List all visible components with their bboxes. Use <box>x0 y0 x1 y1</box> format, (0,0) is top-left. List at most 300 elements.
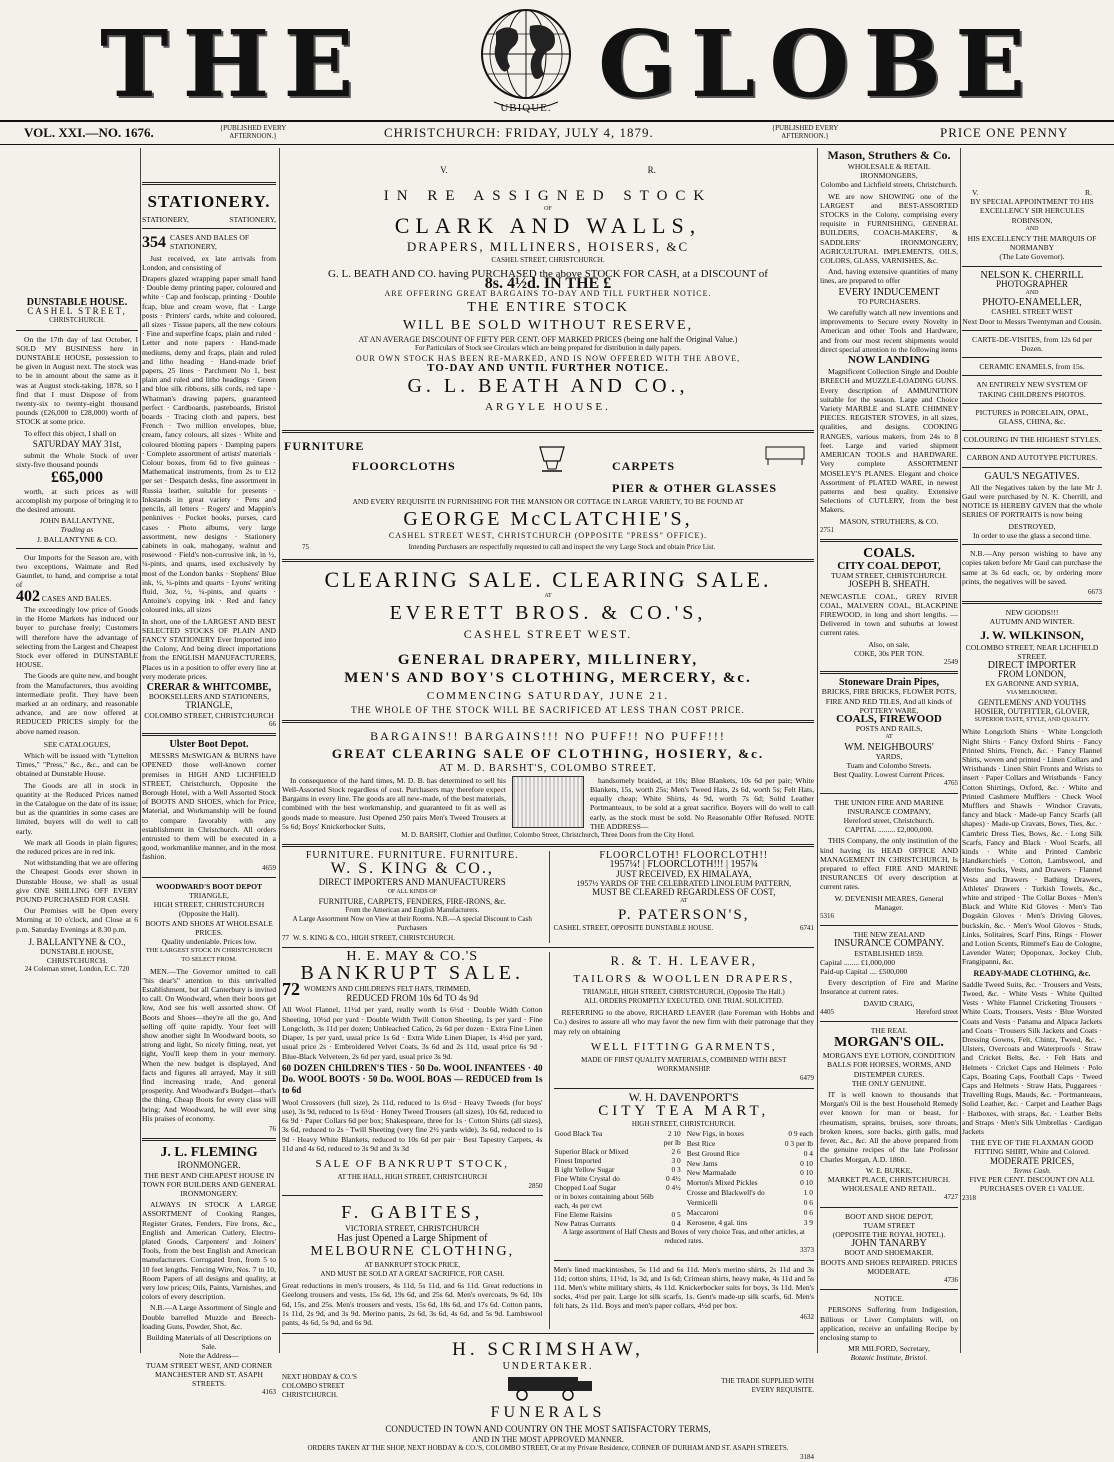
ad-line: THE WHOLE OF THE STOCK WILL BE SACRIFICED AT LESS THAN COST PRICE. <box>351 704 745 715</box>
ad-line: A Large Assortment Now on View at their Rooms. N.B.—A special Discount to Cash Purchasers <box>292 915 532 933</box>
item-name: New Patras Currants <box>554 1218 616 1228</box>
ad-line: COMMENCING SATURDAY, JUNE 21. <box>426 689 670 702</box>
ad-line: AT <box>885 734 893 741</box>
column-photographer-outfitter <box>962 148 1102 1353</box>
ad-number: 6741 <box>800 924 814 933</box>
price-row <box>554 1147 682 1156</box>
ad-paragraph: handsomely braided, at 10s; Blue Blankets, 10s 6d per pair; White Blankets, 15s, worth 25s; Men's Tweed Hats, 2s 6d, worth 5s; Felt Hats, equally cheap; White Shirts, 4s 9d, worth 7s 6d; Solid Leather Portmanteaux, to be sold at a great sacrifice. Boyers will do well to call early, as the stock must be sold. No Reasonable Offer Refused. NOTE THE ADDRESS— <box>590 775 814 831</box>
sub-right: STATIONERY, <box>229 215 276 224</box>
ad-line: MEN'S AND BOY'S CLOTHING, MERCERY, &c. <box>344 669 752 686</box>
ad-line: W. S. KING & CO., HIGH STREET, CHRISTCHURCH. <box>293 933 455 942</box>
ad-line: HIS EXCELLENCY THE MARQUIS OF NORMANBY <box>967 234 1097 253</box>
ad-line: In order to use the glass a second time. <box>973 530 1091 540</box>
item-name: Crosse and Blackwell's do <box>686 1188 765 1198</box>
item-price: 0 10 <box>800 1178 813 1188</box>
ad-line: AND <box>1025 225 1039 232</box>
ad-line: COLOURING IN THE HIGHEST STYLES. <box>963 435 1101 445</box>
ad-line: COKE, 30s PER TON. <box>854 648 924 658</box>
column-ironmongers <box>820 148 958 1363</box>
price-list: Men's lined mackintoshes, 5s 11d and 6s 11d. Men's merino shirts, 2s 11d and 3s 11d; cotton shirts, 11½d, 1s 3d, and 1s 6d; Crimean shirts, heavy make, 4s 11d and 5s 11d. Men's white military shirts, 4s 11d. Knickerbocker suits for boys, 3s 11d. Men's socks, 4½d per pair. Large lot silk scarfs, 1s. Gent's made-up silk scarfs, 6d. Men's felt hats, 2s 11d. Boys and men's paper collars, 4½d per box. <box>553 1264 814 1311</box>
ad-line: 1957¼! | FLOORCLOTH!!! | 1957¾ <box>609 859 758 871</box>
ad-line: TUAM STREET WEST, AND CORNER MANCHESTER AND ST. ASAPH STREETS. <box>145 1360 273 1388</box>
item-name: Best Rice <box>686 1138 716 1148</box>
ad-paragraph: All the Negatives taken by the late Mr J. Gaul were purchased by N. K. Cherrill, and NOTICE IS HEREBY GIVEN that the whole SERIES OF PORTRAITS is now being <box>962 482 1102 520</box>
ad-line: BOOTS AND SHOES REPAIRED. PRICES MODERATE. <box>820 1257 958 1276</box>
ad-line: FROM LONDON, <box>997 669 1066 680</box>
globe-emblem <box>466 4 586 122</box>
ad-line: MUST BE CLEARED REGARDLESS OF COST, <box>592 887 776 898</box>
cases-label: CASES AND BALES. <box>41 593 112 603</box>
ad-line: PHOTOGRAPHER <box>996 278 1068 289</box>
cases-count: 354 <box>142 233 166 251</box>
dateline <box>0 120 1114 145</box>
footer-city: CHRISTCHURCH. <box>46 956 108 966</box>
column-rule <box>960 148 961 1353</box>
ad-line: DIRECT IMPORTER <box>987 659 1077 671</box>
firm-name: JOHN TANARBY <box>851 1238 927 1250</box>
firm-name: NELSON K. CHERRILL <box>980 269 1084 281</box>
ad-line: MR MILFORD, Secretary, <box>848 1344 930 1354</box>
ad-line: A large assortment of Half Chests and Boxes of very choice Teas, and other articles, at reduced rates. <box>562 1227 805 1246</box>
ad-line: READY-MADE CLOTHING, &c. <box>973 968 1091 978</box>
item-price: 0 4 <box>803 1148 813 1158</box>
ad-number: 5316 <box>820 912 834 921</box>
ad-line: WHOLESALE AND RETAIL. <box>841 1184 937 1194</box>
column-rule <box>279 148 280 1353</box>
ad-he-may <box>282 948 543 1329</box>
ad-line: PICTURES in PORCELAIN, OPAL, GLASS, CHINA, &c. <box>975 407 1089 427</box>
firm-name: CITY COAL DEPOT, <box>837 559 941 572</box>
row-king-paterson <box>282 851 814 943</box>
ad-line: AND <box>1025 290 1039 297</box>
price: PRICE ONE PENNY <box>940 125 1069 140</box>
firm-name: J. BALLANTYNE & CO. <box>37 534 117 544</box>
firm-name: R. & T. H. LEAVER, <box>610 952 757 968</box>
item-price: 0 4½ <box>665 1182 681 1192</box>
discount-rate: 8s. 4½d. IN THE £ <box>484 274 612 292</box>
item-name: Kerosene, 4 gal. tins <box>686 1217 748 1227</box>
firm-line: TRIANGLE, <box>185 700 233 711</box>
ad-heading: FLOORCLOTH! FLOORCLOTH!! <box>599 850 769 862</box>
price-list: Wool Crossovers (full size), 2s 11d, reduced to 1s 6½d · Heavy Tweeds (for boys' use), 3s 9d, reduced to 1s 6½d · Honey Tweed Trousers (all sizes), 10s 6d, reduced to 6s 9d · Paper Collars 6d per box; Shakespeare, three for 1s · Cotton Shirts (all sizes), 3s 6d, reduced to 2s · Twill Sheeting (very fine 2½ yards wide), 3s 6d, reduced to 1s 9d · Heavy White Blankets, reduced to 10s 6d per pair · Best Tapestry Carpets, 4s 11d and 4s 6d, reduced to 3s 9d and 3s 3d <box>282 1097 543 1153</box>
item-name: Fine White Crystal do <box>554 1173 620 1183</box>
ad-line: BRICKS, FIRE BRICKS, FLOWER POTS, FIRE AND RED TILES, And all kinds of POTTERY WARE, <box>821 687 957 715</box>
item-price: 0 10 <box>800 1168 813 1178</box>
firm-name: EVERETT BROS. & CO.'S, <box>389 601 707 624</box>
royal-r: R. <box>647 165 656 175</box>
ad-line: PIER & OTHER GLASSES <box>612 480 778 495</box>
ad-mcclatchie <box>282 437 814 555</box>
price-row <box>554 1174 682 1183</box>
ad-paragraph: MESSRS McSWIGAN & BURNS have OPENED those well-known corner premises in HIGH AND LICHFIELD STREET, Christchurch, Opposite the Borough Hotel, with a Well Assorted Stock of BOOTS AND SHOES, which for Price, Material, and Workmanship will be found to compare favorably with any establishment in Christchurch. All orders entrusted to them will be executed in a good, workmanlike manner, and in the most fashion. <box>142 751 276 862</box>
item-price: 0 9 each <box>788 1128 813 1138</box>
masthead-motto: UBIQUE. <box>500 102 552 114</box>
firm-name: H. SCRIMSHAW, <box>452 1339 644 1361</box>
ad-paragraph: Every description of Fire and Marine Insurance at current rates. <box>820 978 958 997</box>
ad-number: 4405 <box>820 1007 834 1016</box>
ad-line: CONDUCTED IN TOWN AND COUNTRY ON THE MOST SATISFACTORY TERMS, <box>385 1424 711 1435</box>
ad-line: THE REAL <box>870 1026 908 1036</box>
ad-line: VIA MELBOURNE. <box>1006 689 1058 696</box>
ad-line: DRAPERS, MILLINERS, HOISERS, &C <box>406 239 690 255</box>
ad-title: BANKRUPT SALE. <box>300 962 524 985</box>
ad-paragraph: The Goods are all in stock in quantity at the Reduced Prices named in the Catalogue on the date of its issue; but as the quantities in some cases are limited, buyers will do well to call early. <box>16 780 138 836</box>
ad-number: 2549 <box>944 657 958 666</box>
item-price <box>657 1192 682 1210</box>
ad-paragraph: Not withstanding that we are offering the Cheapest Goods ever shown in Dunstable House, we shall as usual give ONE SHILLING OFF EVERY POUND PURCHASED FOR CASH. <box>16 858 138 904</box>
ad-line: FURNITURE, CARPETS, FENDERS, FIRE-IRONS, &c. <box>318 896 506 906</box>
ad-line: Botanic Institute, Bristol. <box>850 1353 928 1363</box>
firm-name: P. PATERSON'S, <box>618 907 750 924</box>
ad-line: ORDERS TAKEN AT THE SHOP, NEXT HOBDAY & CO.'S, COLOMBO STREET, Or at my Private Residence, CORNER OF DURHAM AND ST. ASAPH STREETS. <box>307 1443 789 1452</box>
ad-paragraph: On the 17th day of last October, I SOLD MY BUSINESS here in DUNSTABLE HOUSE, possession to be given in August next. The stock was to be in amount about the same as it was at August stock-taking, 1878, so I find that I must Dispose of from twenty-six to twenty-eight thousand pounds (£26,000 to £28,000) worth of STOCK at some price. <box>16 334 138 427</box>
ad-line: FLOORCLOTHS <box>352 458 456 473</box>
firm-address: TUAM STREET, CHRISTCHURCH. <box>831 571 947 581</box>
ad-street: CASHEL STREET, <box>27 306 127 317</box>
ad-line: Has just Opened a Large Shipment of <box>337 1232 488 1244</box>
firm-address: CASHEL STREET WEST, CHRISTCHURCH (OPPOSITE "PRESS" OFFICE). <box>388 530 708 540</box>
ad-line: Terms Cash. <box>1013 1165 1051 1175</box>
ad-city: CHRISTCHURCH. <box>49 316 105 325</box>
trading-as: Trading as <box>60 525 94 535</box>
firm-address: Hereford street <box>915 1007 958 1016</box>
ad-line: HIGH STREET, CHRISTCHURCH <box>153 900 265 910</box>
price-row <box>554 1192 682 1210</box>
ad-line: WHOLESALE & RETAIL IRONMONGERS, <box>847 162 931 181</box>
tea-price-table <box>554 1129 682 1228</box>
price-row <box>686 1149 814 1159</box>
firm-name: W. H. DAVENPORT'S <box>628 1089 739 1104</box>
ad-paragraph: submit the Whole Stock of over sixty-five thousand pounds <box>16 451 138 470</box>
ad-line: AN ENTIRELY NEW SYSTEM OF TAKING CHILDREN'S PHOTOS. <box>976 380 1088 399</box>
ad-paterson <box>549 851 815 943</box>
ad-line: AT AN AVERAGE DISCOUNT OF FIFTY PER CENT. OFF MARKED PRICES (being one half the Original Value.) <box>358 335 738 345</box>
ad-line: ALL ORDERS PROMPTLY EXECUTED. ONE TRIAL SOLICITED. <box>584 997 784 1006</box>
ad-title: BARGAINS!! BARGAINS!!! NO PUFF!! NO PUFF!!! <box>370 728 726 743</box>
ad-line: For Particulars of Stock see Circulars which are being prepared for distribution in daily papers. <box>414 344 682 353</box>
price-row <box>686 1198 814 1208</box>
ad-title: Ulster Boot Depot. <box>169 738 249 750</box>
firm-address: TRIANGLE, HIGH STREET, CHRISTCHURCH, (Opposite The Hall.) <box>582 987 785 996</box>
firm-name: MASON, STRUTHERS, & CO. <box>839 516 939 526</box>
capital: CAPITAL ......... £2,000,000. <box>844 825 934 835</box>
ad-line: WELL FITTING GARMENTS, <box>590 1040 777 1053</box>
ad-title: CITY TEA MART, <box>598 1102 770 1119</box>
ad-line: DESTROYED, <box>1008 521 1056 531</box>
item-name: Chopped Loaf Sugar <box>554 1182 617 1192</box>
footer-house: DUNSTABLE HOUSE, <box>40 947 114 956</box>
item-price: 0 5 <box>671 1209 681 1219</box>
ad-paragraph: In consequence of the hard times, M. D. B. has determined to sell his Well-Assorted Stock regardless of cost. Purchasers may therefore expect Bargains in every line. The goods are all new-made, of the best materials, combined with the best workmanship, and guaranteed to fit as well as goods made to measure. Just Opened 250 pairs Men's Tweed Trousers at 5s 6d; Boys' Knickerbocker Suits, <box>282 775 506 831</box>
ad-line: POSTS AND RAILS, <box>855 724 923 734</box>
ad-paragraph: ALWAYS IN STOCK A LARGE ASSORTMENT of Cooking Ranges, Register Grates, Fenders, Fire Irons, &c., English and American Cutlery, Electro-plated Goods, Carpenters' and Joiners' Tools, from the best English and American manufacturers. Corrugated Iron, from 5 to 10 feet lengths. Fencing Wire, Nos. 7 to 10, Room Papers of all designs and quality, at very low prices; Oils, Paints, Varnishes, and colors of every description. <box>142 1200 276 1302</box>
ad-line: COALS, FIREWOOD <box>836 712 942 725</box>
price-list: All Wool Flannel, 11½d per yard, really worth 1s 6½d · Double Width Cotton Sheeting, 10½d per yard · Double Width Twill Cotton Sheeting, 1s per yard · Fine Longcloth, 3s 11d per dozen; Unbleached Calico, 2s 6d per dozen · Extra Fine Linen Diaper, 1s per yard, usual price 1s 6d · Extra Wide Linen Diaper, 1s 4½d per yard, usual price 2s · Embroidered Velvet Coats, 3s 6d and 2s 11d, usual price 6s 9d · Blue-Black Velveteen, 2s 6d per yard, usual price 3s 9d. <box>282 1005 543 1061</box>
ad-number: 2318 <box>962 1193 976 1202</box>
royal-r: R. <box>1085 188 1092 197</box>
row-may-leaver <box>282 948 814 1329</box>
item-name: Fine Eleme Raisins <box>554 1209 612 1219</box>
ad-line: BY SPECIAL APPOINTMENT TO HIS EXCELLENCY SIR HERCULES ROBINSON, <box>970 197 1094 225</box>
ad-title: Stoneware Drain Pipes, <box>838 677 940 689</box>
firm-address: CASHEL STREET WEST. <box>463 626 633 641</box>
item-name: Maccaroni <box>686 1208 719 1218</box>
ad-line: SALE OF BANKRUPT STOCK, <box>315 1157 509 1170</box>
ad-number: 76 <box>269 1125 276 1134</box>
item-list: Drapers glazed wrapping paper small hand · Double demy printing paper, coloured and white · Cap and foolscap, printing · Double fcap, blue and cream wove, flat · Large posts · Printers' cards, white and coloured, all sizes · Tissue papers, all the new colours · Fine and superfine fcaps, plain and ruled · Letter and note papers · Hand-made mediums, demy and fcaps, plain and ruled and litho heading · Hand-made brief papers, 25 lines · Parchment No 1, best plain and ruled and litho headings · Green and blue silk ribbons, silk cords, red tape · Whatman's drawing papers, guaranteed perfect · Cardboards, pasteboards, Bristol boards · Tracing cloth and papers, best French · Two million envelopes, blue, cream, fancy colours, all sizes · White and coloured blotting papers · Damping papers · Complete assortment of artists' materials · Colour boxes, from 6d to five guineas · Mathematical instruments, from 2s to £12 per set · Despatch desks, fine assortment in Russia leather, suitable for presents · Inkstands in great variety · Pens and pencils, all letters · Rogers' and Mappin's penknives · Pocket books, purses, card cases · Photo albums, very large assortment, new designs · Stationery cabinets in oak, mahogany, walnut and rosewood · Field's non-corrosive ink, in ½, ¼-pints, and quarts, used exclusively by most of the London banks · Stephens' Blue ink, ½, ¼-pints and quarts · Lyons' writing fluid, 3oz, ½, ¼-pints, and quarts · Antoine's copying ink · Red and fancy coloured inks, all sizes <box>142 274 276 615</box>
urn-icon <box>532 443 572 475</box>
ad-line: THE ONLY GENUINE. <box>851 1078 927 1088</box>
firm-address: CASHEL STREET, OPPOSITE DUNSTABLE HOUSE. <box>553 924 714 933</box>
footer-london: 24 Coleman street, London, E.C. <box>24 965 117 974</box>
ad-line: NEW GOODS!!! <box>1005 608 1059 618</box>
signature: JOHN BALLANTYNE, <box>39 516 115 526</box>
item-price: 0 10 <box>800 1158 813 1168</box>
ad-heading: IN RE ASSIGNED STOCK <box>383 188 713 205</box>
ad-scrimshaw <box>282 1338 814 1462</box>
item-name: B ight Yellow Sugar <box>554 1164 615 1174</box>
item-price: 0 3 <box>671 1164 681 1174</box>
ad-leaver <box>549 952 815 1329</box>
column-stationery <box>142 148 276 1397</box>
ad-number: 2850 <box>528 1182 543 1191</box>
ad-title: FUNERALS <box>490 1404 606 1422</box>
masthead-word-globe: GLOBE <box>598 10 1040 118</box>
firm-line: COLOMBO STREET, CHRISTCHURCH <box>144 710 274 720</box>
ad-line: OF ALL KINDS OF <box>387 888 437 895</box>
hat-count: 72 <box>282 979 300 1000</box>
published-note-right: {PUBLISHED EVERY AFTERNOON.} <box>771 124 839 140</box>
firm-address: CASHEL STREET WEST <box>991 307 1073 317</box>
ad-line: TRIANGLE, <box>189 891 229 901</box>
ad-line: AUTUMN AND WINTER. <box>989 617 1075 627</box>
price-row <box>554 1183 682 1192</box>
ad-line: 1957½ YARDS OF THE CELEBRATED LINOLEUM PATTERN, <box>576 878 792 888</box>
item-name: Morton's Mixed Pickles <box>686 1178 758 1188</box>
firm-name: G. L. BEATH AND CO., <box>407 374 689 397</box>
ad-line: DAVID CRAIG, <box>863 998 915 1008</box>
catalogues-heading: SEE CATALOGUES, <box>43 739 111 749</box>
firm-address: COLOMBO STREET, NEAR LICHFIELD STREET. <box>965 642 1099 661</box>
ad-paragraph: NEWCASTLE COAL, GREY RIVER COAL, MALVERN COAL, BLACKPINE FIREWOOD, in long and short lengths. — Delivered in town and suburbs at lowest current rates. <box>820 591 958 638</box>
price-row <box>686 1168 814 1178</box>
city-date: CHRISTCHURCH: FRIDAY, JULY 4, 1879. <box>384 125 654 140</box>
firm-address: ARGYLE HOUSE. <box>485 400 611 413</box>
item-name: Finest Imported <box>554 1155 602 1165</box>
firm-name: GEORGE McCLATCHIE'S, <box>403 507 693 530</box>
ad-line: GENERAL DRAPERY, MILLINERY, <box>397 651 699 668</box>
ad-line: FURNITURE <box>284 438 365 453</box>
ad-title: J. L. FLEMING <box>160 1145 258 1161</box>
ad-paragraph: PERSONS Suffering from Indigestion, Billious or Liver Complaints will, on application, receive an unfailing Recipe by enclosing stamp to <box>820 1305 958 1342</box>
ad-line: CERAMIC ENAMELS, from 15s. <box>979 362 1085 372</box>
ad-line: Colombo and Lichfield streets, Christchurch. <box>820 180 958 190</box>
ad-paragraph: THIS Company, the only institution of the kind having its HEAD OFFICE AND MANAGEMENT IN CHRISTCHURCH, Is prepared to effect FIRE AND MARINE INSURANCES Of every description at current rates. <box>820 836 958 892</box>
ad-paragraph: N.B.—Any person wishing to have any copies taken before Mr Gaul can purchase the same at 3s 6d each, or, by ordering more prints, the negatives will be saved. <box>962 549 1102 586</box>
stock-amount: £65,000 <box>51 469 103 487</box>
royal-v: V. <box>440 165 448 175</box>
ad-paragraph: IT is well known to thousands that Morgan's Oil is the best Household Remedy ever known for man or beast, for rheumatism, sprains, bruises, sore throats, broken knees, sore backs, girth galls, mud fever, &c., &c. All the above prepared from the genuine recipes of the late Professor Charles Morgan, A.D. 1860. <box>820 1090 958 1164</box>
ad-paragraph: We carefully watch all new inventions and improvements to Secure every Novelty in American and other Tools and Hardware, and from our most recent shipments would direct special attention to the following items <box>820 308 958 354</box>
ad-line: Next Door to Messrs Twentyman and Cousin. <box>962 316 1102 326</box>
firm-address: Tuam and Colombo Streets. <box>846 760 932 770</box>
ad-line: AT THE HALL, HIGH STREET, CHRISTCHURCH <box>337 1172 488 1181</box>
ad-line: M. D. BARSHT, Clothier and Outfitter, Colombo Street, Christchurch, Three Doors from the City Hotel. <box>401 831 695 840</box>
ad-line: FIVE PER CENT. DISCOUNT ON ALL PURCHASES OVER £1 VALUE. <box>969 1175 1095 1194</box>
ad-line: NOW LANDING <box>847 354 930 367</box>
ad-number: 4727 <box>944 1193 958 1202</box>
ad-poem: MEN.—The Governor omitted to call "his dear's" attention to this unrivalled Establishment, but all Canterbury is invited to call. On Woodward, when their boots get low, And see his well assorted show. Of Boots and Shoes—they're all the go, And selling off quite rapidly. Your feet will show another sight In Woodward boots, so strong and light, So nicely fitting, neat, yet tight, You'll keep them in your memory. When the new budget is displayed, And facts and figures all arrayed, May it still find increasing trade, And general prosperity. And Woodward's Budget—that's the thing, Cheap Boots for every class will bring; And Woodward, he will ever sing His praises of economy. <box>142 966 276 1123</box>
ad-heading: FURNITURE. FURNITURE. FURNITURE. <box>305 850 519 862</box>
price-row <box>686 1129 814 1139</box>
ad-barsht <box>282 727 814 840</box>
item-name: Superior Black or Mixed <box>554 1146 629 1156</box>
ad-subtitle: IRONMONGER. <box>177 1160 241 1171</box>
ad-title: STATIONERY. <box>147 192 271 211</box>
ad-line: CASHEL STREET, CHRISTCHURCH. <box>491 256 605 265</box>
sub-left: STATIONERY, <box>142 215 189 224</box>
ad-line: Quality undeniable. Prices low. <box>161 937 257 947</box>
hearse-icon <box>488 1371 608 1401</box>
price-row <box>554 1156 682 1165</box>
ad-line: Note the Address— <box>179 1351 239 1361</box>
ad-title: CLEARING SALE. CLEARING SALE. <box>324 566 772 592</box>
ad-line: NEXT HOBDAY & CO.'S COLOMBO STREET CHRISTCHURCH. <box>282 1372 357 1399</box>
ad-line: TO-DAY AND UNTIL FURTHER NOTICE. <box>427 362 669 375</box>
price-row <box>686 1208 814 1218</box>
column-rule <box>817 148 818 1353</box>
ad-line: EX GARONNE AND SYRIA, <box>985 679 1079 689</box>
ad-number: 66 <box>269 719 276 728</box>
ad-title: GAUL'S NEGATIVES. <box>984 470 1080 482</box>
ad-number: 6673 <box>1088 587 1102 596</box>
column-rule <box>140 148 141 1353</box>
ad-line: Best Quality. Lowest Current Prices. <box>833 770 945 780</box>
price-row <box>686 1188 814 1198</box>
item-price: 0 4 <box>671 1218 681 1228</box>
ad-line: Also, on sale, <box>868 639 910 649</box>
ad-line: ARE OFFERING GREAT BARGAINS TO-DAY AND TILL FURTHER NOTICE. <box>384 289 712 299</box>
ad-line: CARBON AND AUTOTYPE PICTURES. <box>966 453 1098 463</box>
item-price: 0 4½ <box>665 1173 681 1183</box>
price-row <box>686 1178 814 1188</box>
ad-title: WOODWARD'S BOOT DEPOT <box>155 881 263 891</box>
price-row <box>554 1219 682 1228</box>
ad-line: WOMEN'S AND CHILDREN'S FELT HATS, TRIMMED, <box>304 985 471 994</box>
ad-paragraph: Just received, ex late arrivals from London, and consisting of <box>142 253 276 272</box>
ad-paragraph: In short, one of the LARGEST AND BEST SELECTED STOCKS OF PLAIN AND FANCY STATIONERY Ever Imported into the Colony, And being direct importations from the ENGLISH MANUFACTURERS, Places us in a position to offer every line at very moderate prices. <box>142 616 276 681</box>
ad-title: NOTICE. <box>874 1294 904 1304</box>
ad-number: 3373 <box>800 1246 814 1255</box>
firm-address: AT M. D. BARSHT'S, COLOMBO STREET. <box>439 762 657 774</box>
column-dunstable-house <box>16 148 138 1353</box>
ad-line: MORGAN'S EYE LOTION, CONDITION BALLS FOR HORSES, WORMS, AND DISTEMPER CURES. <box>822 1051 956 1079</box>
sale-date: SATURDAY MAY 31st, <box>32 438 122 449</box>
ad-line: W. E. BURKE, <box>865 1165 913 1175</box>
ad-line: YARDS, <box>875 751 903 761</box>
item-price: 2 6 <box>671 1146 681 1156</box>
firm-address: HIGH STREET, CHRISTCHURCH. <box>631 1119 736 1128</box>
ad-number: 2751 <box>820 525 834 534</box>
ad-paragraph: REFERRING to the above, RICHARD LEAVER (late Foreman with Hobbs and Co.) desires to assure all who may favor the new firm with their patronage that they may rely on obtaining <box>553 1008 814 1036</box>
ad-line: THE TRADE SUPPLIED WITH EVERY REQUISITE. <box>721 1377 814 1395</box>
item-price: 0 6 <box>803 1208 813 1218</box>
ad-paragraph: Our Premises will be Open every Morning at 10 o'clock, and Close at 6 p.m. Saturday Evenings at 8.30 p.m. <box>16 906 138 934</box>
ad-paragraph: And, having extensive quantities of many lines, are prepared to offer <box>820 267 958 286</box>
ad-paragraph: WE are now SHOWING one of the LARGEST and BEST-ASSORTED STOCKS in the Colony, comprising every requisite in FURNISHING, GENERAL BUILDERS, COACH-MAKERS', & SADDLERS' IRONMONGERY, AGRICULTURAL IMPLEMENTS, OILS, COLORS, GLASS, VARNISHES, &c. <box>820 191 958 266</box>
item-name: New Marmalade <box>686 1168 737 1178</box>
ad-line: DIRECT IMPORTERS AND MANUFACTURERS <box>318 877 506 888</box>
ad-line: SUPERIOR TASTE, STYLE, AND QUALITY. <box>974 717 1090 724</box>
item-price: 2 10 per lb <box>663 1128 681 1147</box>
ad-line: AND EVERY REQUISITE IN FURNISHING FOR THE MANSION OR COTTAGE IN LARGE VARIETY, TO BE FOUND AT <box>352 496 744 506</box>
ad-title: MORGAN'S OIL. <box>834 1035 944 1051</box>
shop-illustration <box>512 776 584 828</box>
ad-line: THE LARGEST STOCK IN CHRISTCHURCH TO SELECT FROM. <box>145 947 273 964</box>
ad-line: Building Materials of all Descriptions on Sale. <box>146 1332 272 1352</box>
ad-line: (Opposite the Hall). <box>178 909 240 919</box>
ad-paragraph: Our Imports for the Season are, with two exceptions, Waimate and Red Gauntlet, to hand, and comprise a total of <box>16 552 138 590</box>
ad-line: ESTABLISHED 1859. <box>854 948 924 958</box>
ad-line: Intending Purchasers are respectfully requested to call and inspect the very Large Stock and obtain Price List. <box>408 542 716 551</box>
price-row <box>686 1159 814 1169</box>
ad-title: COALS. <box>863 545 915 561</box>
item-name: or in boxes containing about 56lb each, 4s per cwt <box>554 1191 654 1210</box>
firm-line: BOOKSELLERS AND STATIONERS, <box>148 692 270 702</box>
ad-line: AT BANKRUPT STOCK PRICE, <box>364 1260 461 1269</box>
ad-line: CARTE-DE-VISITES, from 12s 6d per Dozen. <box>972 334 1092 354</box>
ad-paragraph: The exceedingly low price of Goods in the Home Markets has induced our buyer to purchase freely; Customers will therefore have the advantage of selecting from the Largest and Cheapest Stock ever offered in DUNSTABLE HOUSE. <box>16 604 138 670</box>
price-list: 60 DOZEN CHILDREN'S TIES · 50 Do. WOOL INFANTEES · 40 Do. WOOL BOOTS · 50 Do. WOOL BOAS — REDUCED from 1s to 6d <box>282 1062 543 1095</box>
price-row <box>554 1165 682 1174</box>
ad-paragraph: Magnificent Collection Single and Double BREECH and MUZZLE-LOADING GUNS. Every description of AMMUNITION suitable for the season. Large and Choice Variety MARBLE and SLATE CHIMNEY PIECES. REGISTER STOVES, in all sizes, qualities, and designs. COOKING RANGES, various makers, from 24s to 8 feet. Large and varied shipment AMERICAN TOOLS and HARDWARE. Very complete ASSORTMENT MOSELEY'S PLANES. Elegant and choice Assortment of PLATED WARE, in newest patterns and best quality. Extensive Selections of CUTLERY, from the best Makers. <box>820 367 958 515</box>
ad-line: MODERATE PRICES, <box>989 1155 1074 1166</box>
item-price: 3 0 <box>671 1155 681 1165</box>
ad-line: AT <box>680 898 688 905</box>
ad-line: TUAM STREET <box>862 1220 916 1230</box>
ad-line: W. DEVENISH MEARES, General Manager. <box>834 893 944 912</box>
ad-line: AND IN THE MOST APPROVED MANNER. <box>472 1434 624 1444</box>
royal-v: V. <box>972 188 979 197</box>
firm-address: VICTORIA STREET, CHRISTCHURCH <box>345 1224 480 1234</box>
ad-line: TAILORS & WOOLLEN DRAPERS, <box>573 972 795 985</box>
ad-line: (The Late Governor). <box>999 252 1065 262</box>
footer-firm: J. BALLANTYNE & CO., <box>28 936 126 947</box>
ad-paragraph: N.B.—A Large Assortment of Single and Double barrelled Muzzle and Breech-loading Guns, Powder, Shot, &c. <box>142 1303 276 1331</box>
firm-name: INSURANCE COMPANY. <box>833 938 945 950</box>
ad-subtitle: UNDERTAKER. <box>502 1361 594 1373</box>
item-list: White Longcloth Shirts · White Longcloth Night Shirts · Fancy Oxford Shirts · Fancy Printed Shirts, French, &c. · Fancy Flannel Shirts, woven and printed · Linen Collars and Wristbands · Linen Shirt Fronts and Wrists to insert · Paper Collars and Wristbands · Fancy Cotton Shirtings, Oxford, &c. · White and Printed Cashmere Mufflers · Check Wool Mufflers and Shawls · Windsor Cravats, fancy and black · Made-up Fancy Scarfs (all shapes) · Made-up Cravats, Bows, Ties, &c. · Cambric Dress Ties, Bows, &c. · Long Silk Scarfs, Fancy and Black · Wool Scarfs, all kinds · White and Printed Cambric Handkerchiefs · Cotton, Lambswool, and Merino Socks, Vests, and Drawers · Flannel Vests and Drawers · Bathing Drawers, Athletes' Drawers · Turkish Towels, &c., white and striped · The Collar Boxes · Men's Black and White Kid Gloves · Men's Tan Dogskin Gloves · Men's Driving Gloves, buckskin, &c. · Men's Wool Gloves · Studs, Links, Solitaires, Scarf Pins, Rings · Flower and Lotion Scents, Rimmel's Eau de Cologne, Lavender Water; Opoponax, Jockey Club, Frangipanni, &c. <box>962 727 1102 967</box>
firm-address: Hereford street, Christchurch. <box>843 816 935 825</box>
ad-line: BOOTS AND SHOES AT WHOLESALE PRICES. <box>145 918 273 937</box>
ad-title: DUNSTABLE HOUSE. <box>26 297 128 308</box>
ad-clark-and-walls <box>282 166 814 416</box>
ad-line: EVERY INDUCEMENT <box>838 286 940 298</box>
firm-name: J. W. WILKINSON, <box>980 627 1084 642</box>
ad-line: GREAT CLEARING SALE OF CLOTHING, HOSIERY, &c. <box>331 745 765 761</box>
price-list: Great reductions in men's trousers, 4s 11d, 5s 11d, and 6s 11d. Great reductions in Geelong trousers and vests, 15s 6d, 19s 6d, and 25s 6d. Men's overcoats, 9s 6d, 10s 6d, 15s, and 25s. Men's trousers and vests, 15s 6d, 18s 6d, and 17s 6d. Cotton pants, 1s 11d, 2s 9d, and 3s 9d. Merino pants, 2s 6d, 3s 6d, 4s 6d, and 5s 9d. Lambswool pants, 4s 6d, 5s 9d, and 6s 9d. <box>282 1281 543 1327</box>
item-name: New Jams <box>686 1158 718 1168</box>
ad-line: AT <box>544 592 552 599</box>
ad-line: JUST RECEIVED, EX HIMALAYA, <box>616 868 752 879</box>
masthead-word-the: THE <box>100 10 368 118</box>
ad-number: 4163 <box>262 1388 276 1397</box>
ad-line: PHOTO-ENAMELLER, <box>982 297 1082 309</box>
ad-line: GENTLEMENS' AND YOUTHS HOSIER, OUTFITTER, GLOVER, <box>974 697 1090 716</box>
firm-name: THE NEW ZEALAND <box>853 930 925 940</box>
firm-name: THE UNION FIRE AND MARINE INSURANCE COMPANY, <box>834 797 944 816</box>
ad-line: TO PURCHASERS. <box>857 296 921 306</box>
